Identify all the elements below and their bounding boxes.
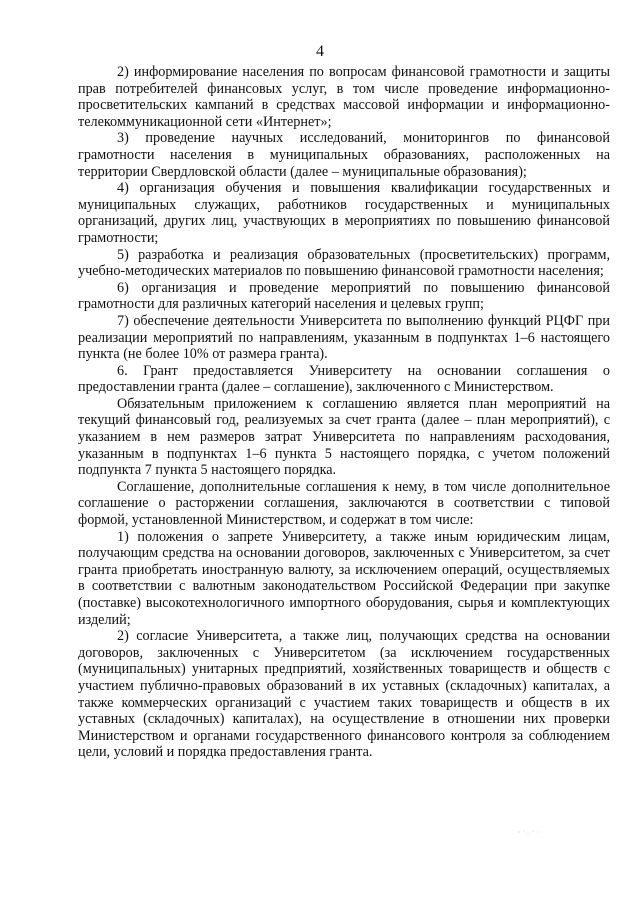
paragraph-agreement-form: Соглашение, дополнительные соглашения к нему, в том числе дополнительное соглашение о расторжении соглашения, заключаются в соответствии с типовой формой, установленной Министерством, и содержат в том числе: [78, 478, 610, 529]
paragraph-item-7: 7) обеспечение деятельности Университета по выполнению функций РЦФГ при реализации мероприятий по направлениям, указанным в подпунктах 1–6 настоящего пункта (не более 10% от размера гранта). [78, 312, 610, 363]
paragraph-clause-6: 6. Грант предоставляется Университету на основании соглашения о предоставлении гранта (далее – соглашение), заключенного с Министерством. [78, 362, 610, 396]
paragraph-item-3: 3) проведение научных исследований, мониторингов по финансовой грамотности населения в муниципальных образованиях, расположенных на территории Свердловской области (далее – муниципальные образования); [78, 130, 610, 180]
document-body [78, 64, 610, 761]
scan-artifact [516, 828, 542, 836]
paragraph-item-6: 6) организация и проведение мероприятий по повышению финансовой грамотности для различных категорий населения и целевых групп; [78, 279, 610, 313]
paragraph-inspection-consent: 2) согласие Университета, а также лиц, получающих средства на основании договоров, заключенных с Университетом (за исключением государственных (муниципальных) унитарных предприятий, хозяйственных товариществ и обществ с участием публично-правовых образований в их уставных (складочных) капиталах, а также коммерческих организаций с участием таких товариществ и обществ в их уставных (складочных) капиталах), на осуществление в отношении них проверки Министерством и органами государственного финансового контроля за соблюдением цели, условий и порядка предоставления гранта. [78, 628, 610, 761]
paragraph-plan-annex: Обязательным приложением к соглашению является план мероприятий на текущий финансовый год, реализуемых за счет гранта (далее – план мероприятий), с указанием в нем размеров затрат Университета по направлениям расходования, указанным в подпунктах 1–6 пункта 5 настоящего порядка, с учетом положений подпункта 7 пункта 5 настоящего порядка. [78, 395, 610, 479]
paragraph-item-5: 5) разработка и реализация образовательных (просветительских) программ, учебно-методических материалов по повышению финансовой грамотности населения; [78, 246, 610, 280]
paragraph-item-2: 2) информирование населения по вопросам финансовой грамотности и защиты прав потребителей финансовых услуг, в том числе проведение информационно-просветительских кампаний в средствах массовой информации и информационно-телекоммуникационной сети «Интернет»; [78, 64, 610, 130]
paragraph-currency-ban: 1) положения о запрете Университету, а также иным юридическим лицам, получающим средства на основании договоров, заключенных с Университетом, за счет гранта приобретать иностранную валюту, за исключением операций, осуществляемых в соответствии с валютным законодательством Российской Федерации при закупке (поставке) высокотехнологичного импортного оборудования, сырья и комплектующих изделий; [78, 528, 610, 628]
page-number: 4 [316, 43, 324, 60]
paragraph-item-4: 4) организация обучения и повышения квалификации государственных и муниципальных служащих, работников государственных и муниципальных организаций, других лиц, участвующих в мероприятиях по повышению финансовой грамотности; [78, 180, 610, 246]
